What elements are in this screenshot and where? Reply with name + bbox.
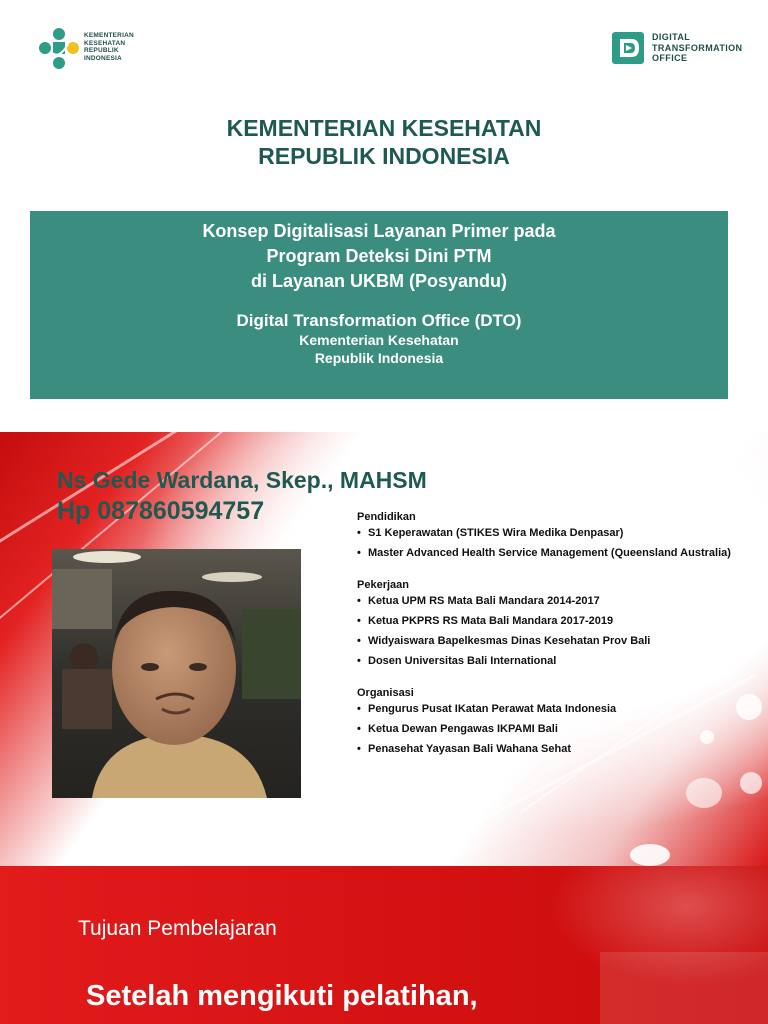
objectives-title: Tujuan Pembelajaran [78, 917, 277, 940]
dto-emblem-icon [612, 32, 646, 66]
list-item: • Ketua PKPRS RS Mata Bali Mandara 2017-2019 [357, 615, 757, 628]
decor-bokeh [630, 844, 670, 866]
presenter-name: Ns Gede Wardana, Skep., MAHSM [57, 467, 427, 493]
presenter-slide [0, 432, 768, 866]
cv-heading: Pekerjaan [357, 579, 409, 591]
topic-line: Program Deteksi Dini PTM [266, 246, 492, 266]
topic-line: Konsep Digitalisasi Layanan Primer pada [202, 221, 556, 241]
presenter-portrait-image [52, 549, 301, 798]
dto-logo-text: DIGITAL TRANSFORMATION OFFICE [652, 32, 743, 63]
list-item: • Dosen Universitas Bali International [357, 655, 757, 668]
decor-bokeh [686, 778, 722, 808]
list-item: • Ketua Dewan Pengawas IKPAMI Bali [357, 723, 757, 736]
presenter-phone: Hp 087860594757 [57, 497, 265, 525]
topic-banner [30, 211, 728, 399]
cv-list [357, 703, 757, 756]
cv-section-education [357, 510, 757, 560]
cv-heading: Organisasi [357, 687, 414, 699]
list-item: • Pengurus Pusat IKatan Perawat Mata Indonesia [357, 703, 757, 716]
kemenkes-logo [38, 26, 138, 72]
presenter-photo [52, 549, 301, 798]
title-line: REPUBLIK INDONESIA [258, 143, 510, 169]
list-item: • Ketua UPM RS Mata Bali Mandara 2014-2017 [357, 595, 757, 608]
title-line: KEMENTERIAN KESEHATAN [226, 115, 542, 141]
cv-list [357, 527, 757, 560]
kemenkes-logo-text: KEMENTERIAN KESEHATAN REPUBLIK INDONESIA [84, 32, 134, 62]
topic-line: di Layanan UKBM (Posyandu) [250, 271, 508, 291]
dto-logo [612, 32, 752, 66]
kemenkes-emblem-icon [38, 26, 80, 72]
objectives-text: Setelah mengikuti pelatihan, [86, 980, 478, 1012]
cv-heading: Pendidikan [357, 511, 416, 523]
page-title [0, 114, 768, 170]
cv-list [357, 595, 757, 668]
cv-section-organization [357, 686, 757, 756]
topic-title [30, 219, 728, 294]
dto-subtitle: Kementerian Kesehatan Republik Indonesia [299, 332, 459, 366]
presenter-cv [357, 510, 757, 774]
list-item: • Penasehat Yayasan Bali Wahana Sehat [357, 743, 757, 756]
title-slide [0, 0, 768, 432]
objectives-slide [0, 866, 768, 1024]
dto-name: Digital Transformation Office (DTO) [236, 311, 522, 330]
list-item: • S1 Keperawatan (STIKES Wira Medika Denpasar) [357, 527, 757, 540]
list-item: • Master Advanced Health Service Management (Queensland Australia) [357, 547, 757, 560]
decor-panel [600, 952, 768, 1024]
decor-bokeh [740, 772, 762, 794]
list-item: • Widyaiswara Bapelkesmas Dinas Kesehatan Prov Bali [357, 635, 757, 648]
cv-section-work [357, 578, 757, 668]
